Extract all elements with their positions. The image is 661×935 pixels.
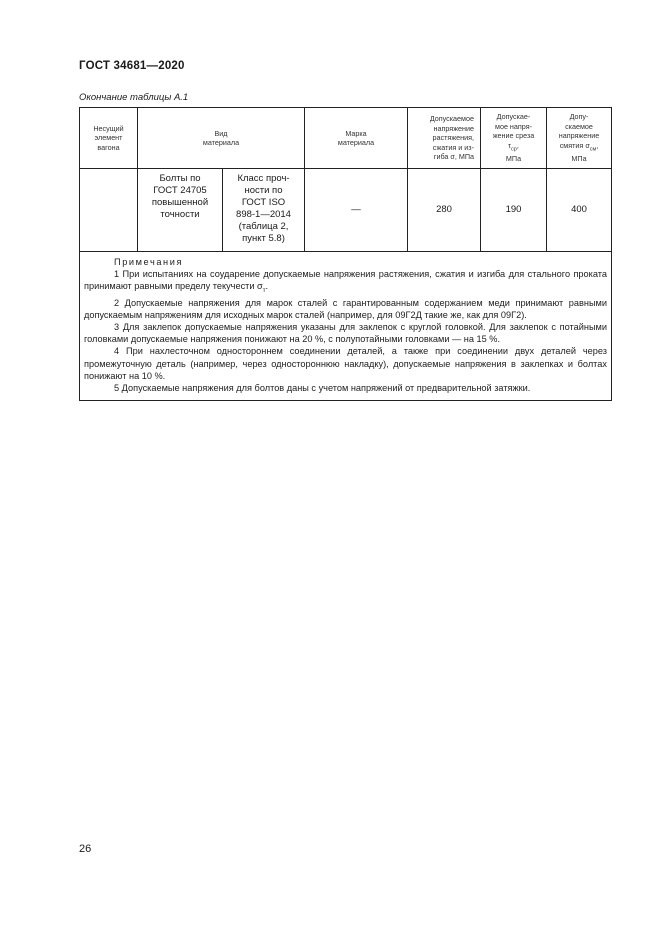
- cell-kind-left: Болты по ГОСТ 24705 повышенной точности: [138, 169, 223, 252]
- header-shear-line: мое напря-: [495, 121, 532, 131]
- table-caption: Окончание таблицы А.1: [79, 92, 189, 103]
- note-1-subscript: т: [262, 288, 266, 295]
- header-tension-line: сжатия и из-: [432, 142, 474, 152]
- shear-symbol: τ: [508, 140, 512, 150]
- note-4: 4 При нахлесточном одностороннем соединении деталей, а также при соединении двух деталей через промежуточную деталь (например, через одностороннюю накладку), допускаемые напряжения в заклепках и болтах понижают на 10 %.: [84, 346, 607, 381]
- cell-grade: —: [305, 169, 408, 252]
- notes-cell: [80, 252, 612, 401]
- header-shear-unit: МПа: [505, 154, 522, 164]
- header-bearing-stress: [547, 108, 612, 169]
- shear-comma: ,: [516, 140, 519, 150]
- note-1-end: .: [265, 281, 269, 292]
- note-3: 3 Для заклепок допускаемые напряжения указаны для заклепок с круглой головкой. Для заклепок с потайными головками допускаемые напряжения понижают на 20 %, с полупотайными головками — на 15 %.: [84, 322, 607, 345]
- table-header-row: [80, 108, 612, 169]
- note-5: 5 Допускаемые напряжения для болтов даны с учетом напряжений от предварительной затяжки.: [114, 382, 531, 393]
- header-bearing-line: напряжение: [558, 131, 600, 141]
- header-tension-line: Допускаемое: [429, 114, 474, 124]
- header-shear-line: жение среза: [492, 131, 535, 141]
- table-row: [80, 169, 612, 252]
- cell-element: [80, 169, 138, 252]
- bearing-comma: ,: [596, 140, 599, 150]
- note-1-text: 1 При испытаниях на соударение допускаемые напряжения растяжения, сжатия и изгиба для стального проката принимают равными пределу текучести σ: [84, 269, 607, 292]
- header-tension-line: гиба σ, МПа: [433, 152, 474, 162]
- header-bearing-unit: МПа: [571, 154, 587, 164]
- header-tension-stress: [408, 108, 481, 169]
- cell-tension: 280: [408, 169, 481, 252]
- note-2: 2 Допускаемые напряжения для марок сталей с гарантированным содержанием меди принимают равными допускаемым напряжениям для исходных марок сталей (например, для 09Г2Д такие же, как для 09Г2).: [84, 298, 607, 321]
- header-shear-stress: [481, 108, 547, 169]
- header-bearing-line: смятия σ: [559, 140, 590, 150]
- document-code: ГОСТ 34681—2020: [79, 60, 185, 72]
- cell-shear: 190: [481, 169, 547, 252]
- cell-kind-right: Класс проч-ности по ГОСТ ISO 898-1—2014 (таблица 2, пункт 5.8): [223, 169, 305, 252]
- shear-subscript: ср: [511, 145, 517, 152]
- page-number: 26: [79, 843, 92, 855]
- header-element: Несущий элемент вагона: [80, 108, 138, 169]
- notes-row: [80, 252, 612, 401]
- stress-table: [79, 107, 612, 401]
- bearing-subscript: см: [589, 145, 597, 152]
- header-tension-line: напряжение: [433, 123, 474, 133]
- header-bearing-line: Допу-: [569, 112, 589, 122]
- header-shear-line: Допускае-: [496, 112, 531, 122]
- cell-bearing: 400: [547, 169, 612, 252]
- header-material-kind: Вид материала: [138, 108, 305, 169]
- note-1: [84, 268, 607, 297]
- header-bearing-line: скаемое: [565, 121, 593, 131]
- header-tension-line: растяжения,: [432, 133, 474, 143]
- header-material-grade: Марка материала: [305, 108, 408, 169]
- notes-title: Примечания: [114, 257, 184, 267]
